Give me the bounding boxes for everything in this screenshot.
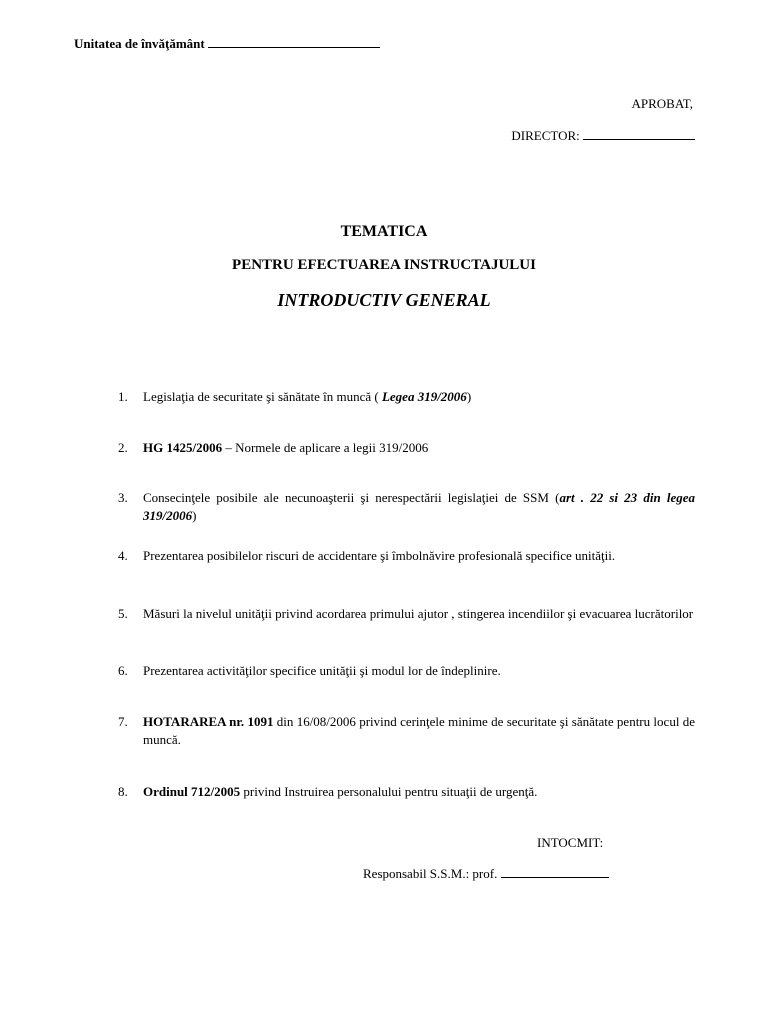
item-text <box>143 439 695 457</box>
item-number: 8. <box>118 784 128 799</box>
item-text: Măsuri la nivelul unităţii privind acordarea primului ajutor , stingerea incendiilor şi evacuarea lucrătorilor <box>143 606 694 621</box>
prepared-by-label: INTOCMIT: <box>537 835 604 850</box>
director-blank-line <box>583 127 695 140</box>
item-number: 4. <box>118 548 128 563</box>
item-text <box>143 713 695 749</box>
item-text-part: Legislaţia de securitate şi sănătate în muncă ( <box>143 389 382 404</box>
item-number: 1. <box>118 389 128 404</box>
document-subtitle-italic: INTRODUCTIV GENERAL <box>277 290 491 310</box>
item-text <box>143 783 695 801</box>
document-title: TEMATICA <box>340 223 428 240</box>
item-text-part: ) <box>466 389 472 404</box>
director-field <box>511 127 695 144</box>
item-text: Prezentarea posibilelor riscuri de accidentare şi îmbolnăvire profesională specifice unităţii. <box>143 548 616 563</box>
item-text-emphasis: art . 22 si 23 din legea 319/2006 <box>143 490 696 523</box>
item-number: 6. <box>118 663 128 678</box>
school-unit-field <box>74 35 380 52</box>
item-text-emphasis: Legea 319/2006 <box>381 389 467 404</box>
responsible-label: Responsabil S.S.M.: prof. <box>363 866 498 881</box>
item-text-part: din 16/08/2006 privind cerinţele minime de securitate şi sănătate pentru locul de muncă. <box>143 714 695 747</box>
responsible-field <box>363 865 609 882</box>
school-unit-blank-line <box>208 35 380 48</box>
director-label: DIRECTOR: <box>511 128 580 143</box>
item-text-part: ) <box>192 508 197 523</box>
item-text-emphasis: Ordinul 712/2005 <box>143 784 241 799</box>
item-number: 2. <box>118 440 128 455</box>
item-text-part: privind Instruirea personalului pentru situaţii de urgenţă. <box>240 784 538 799</box>
item-text <box>143 489 695 525</box>
school-unit-label: Unitatea de învăţământ <box>74 36 205 51</box>
item-text-part: – Normele de aplicare a legii 319/2006 <box>222 440 429 455</box>
responsible-blank-line <box>501 865 609 878</box>
item-text-part: Consecinţele posibile ale necunoaşterii şi nerespectării legislaţiei de SSM ( <box>143 490 560 505</box>
item-text: Prezentarea activităţilor specifice unităţii şi modul lor de îndeplinire. <box>143 663 501 678</box>
item-number: 7. <box>118 714 128 729</box>
item-number: 5. <box>118 606 128 621</box>
item-number: 3. <box>118 490 128 505</box>
approved-label: APROBAT, <box>631 96 693 111</box>
document-subtitle: PENTRU EFECTUAREA INSTRUCTAJULUI <box>232 257 536 273</box>
item-text <box>143 388 695 406</box>
item-text-emphasis: HOTARAREA nr. 1091 <box>143 714 274 729</box>
item-text-emphasis: HG 1425/2006 <box>143 440 223 455</box>
